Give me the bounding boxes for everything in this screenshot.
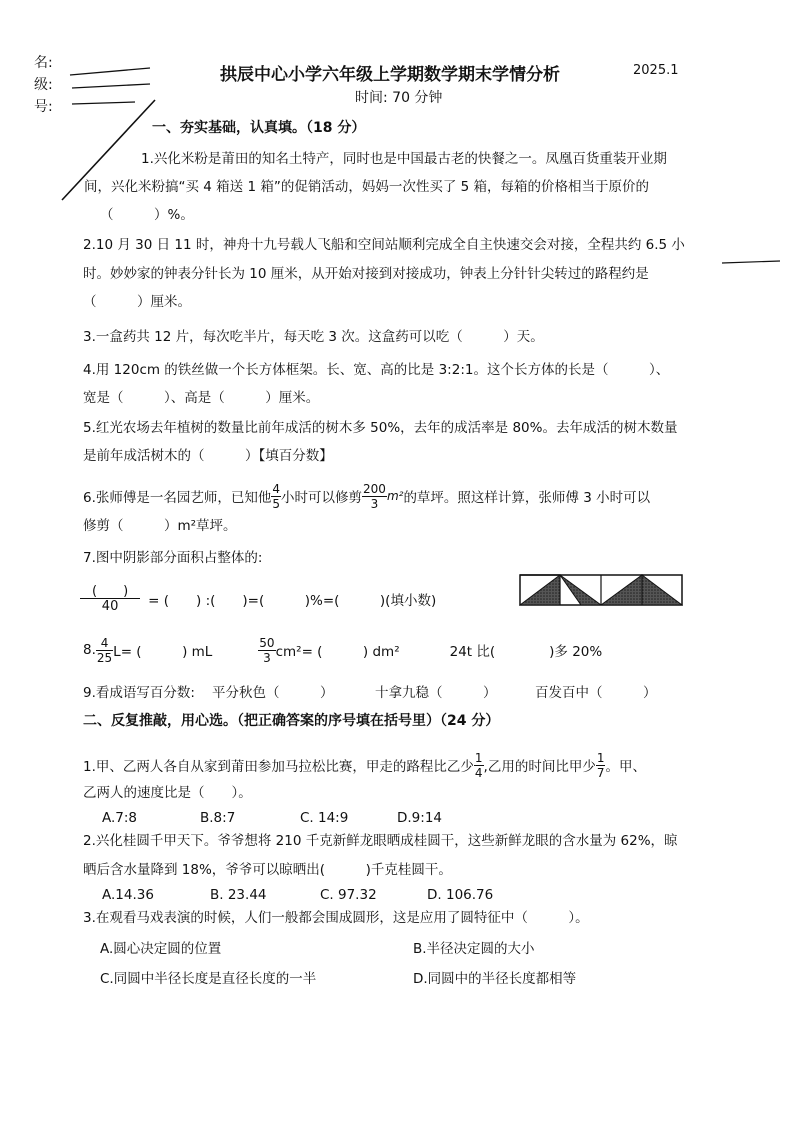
q6-pre: 6.张师傅是一名园艺师，已知他 [83, 490, 272, 506]
name-label: 名: [34, 55, 53, 71]
s2-q2-option-b: B. 23.44 [210, 887, 267, 903]
section1-heading: 一、夯实基础，认真填。（18 分） [152, 120, 366, 136]
s2-q1-fraction-a: $\frac{1}{4}$ [474, 750, 483, 780]
s2-q2-option-d: D. 106.76 [427, 887, 494, 903]
q9-item-3: 百发百中（ ） [535, 685, 657, 701]
q6-fraction-area: $\frac{200}{3}$ [363, 481, 386, 511]
s2-q1-option-d: D.9:14 [397, 810, 443, 826]
q8-line [83, 632, 602, 668]
q2-line1: 2.10 月 30 日 11 时，神舟十九号载人飞船和空间站顺利完成全自主快速交会对接，全程共约 6.5 小 [83, 237, 685, 253]
exam-time: 时间: 70 分钟 [355, 90, 443, 106]
s2-q1-pre: 1.甲、乙两人各自从家到莆田参加马拉松比赛，甲走的路程比乙少 [83, 759, 474, 775]
q4-line2: 宽是（ ）、高是（ ）厘米。 [83, 390, 320, 406]
class-label: 级: [34, 77, 53, 93]
q4-line1: 4.用 120cm 的铁丝做一个长方体框架。长、宽、高的比是 3:2:1。这个长方体的长是（ ）、 [83, 362, 670, 378]
s2-q1-option-a: A.7:8 [102, 810, 138, 826]
q3-text: 3.一盒药共 12 片，每次吃半片，每天吃 3 次。这盒药可以吃（ ）天。 [83, 329, 544, 345]
q6-line2: 修剪（ ）m²草坪。 [83, 518, 237, 534]
q7-fraction: $\frac{( )}{40}$ [80, 585, 140, 613]
q7-shaded-figure [519, 574, 683, 606]
q9-label: 9.看成语写百分数: [83, 685, 195, 701]
q7-answer-line [80, 585, 436, 613]
q8-prefix: 8. [83, 642, 96, 658]
number-label: 号: [34, 99, 53, 115]
s2-q1-option-b: B.8:7 [200, 810, 236, 826]
q1-line3: （ ）%。 [100, 207, 194, 223]
s2-q1-option-c: C. 14:9 [300, 810, 349, 826]
q2-line2: 时。妙妙家的钟表分针长为 10 厘米，从开始对接到对接成功，钟表上分针针尖转过的路程约是 [83, 266, 649, 282]
q7-ratio-percent-decimal: = ( ) :( )=( )%=( )(填小数) [148, 593, 437, 609]
q8-fraction-b: $\frac{50}{3}$ [259, 635, 275, 665]
q6-fraction-hours: $\frac{4}{5}$ [272, 481, 281, 511]
s2-q3-line1: 3.在观看马戏表演的时候，人们一般都会围成圆形，这是应用了圆特征中（ ）。 [83, 910, 589, 926]
s2-q1-post: 。甲、 [605, 759, 646, 775]
q8-part-c: 24t 比( )多 20% [449, 644, 603, 660]
q9-item-1: 平分秋色（ ） [212, 685, 334, 701]
q6-line1 [83, 478, 650, 514]
q9-item-2: 十拿九稳（ ） [375, 685, 497, 701]
q5-line2: 是前年成活树木的（ ）【填百分数】 [83, 448, 333, 464]
s2-q3-option-c: C.同圆中半径长度是直径长度的一半 [100, 971, 317, 987]
s2-q2-line1: 2.兴化桂圆千甲天下。爷爷想将 210 千克新鲜龙眼晒成桂圆干，这些新鲜龙眼的含水量为 62%，晾 [83, 833, 678, 849]
q6-post: 的草坪。照这样计算，张师傅 3 小时可以 [403, 490, 651, 506]
q5-line1: 5.红光农场去年植树的数量比前年成活的树木多 50%，去年的成活率是 80%。去年成活的树木数量 [83, 420, 678, 436]
q6-unit: m² [386, 489, 404, 503]
q7-line1: 7.图中阴影部分面积占整体的: [83, 550, 263, 566]
s2-q2-line2: 晒后含水量降到 18%，爷爷可以晾晒出( )千克桂圆干。 [83, 862, 452, 878]
q8-part-a: L= ( ) mL [113, 644, 213, 660]
s2-q3-option-a: A.圆心决定圆的位置 [100, 941, 222, 957]
s2-q1-fraction-b: $\frac{1}{7}$ [596, 750, 605, 780]
s2-q2-option-a: A.14.36 [102, 887, 154, 903]
s2-q1-line1 [83, 745, 646, 785]
s2-q3-option-b: B.半径决定圆的大小 [413, 941, 535, 957]
q8-fraction-a: $\frac{4}{25}$ [96, 635, 113, 665]
s2-q1-mid: ,乙用的时间比甲少 [483, 759, 596, 775]
q2-line3: （ ）厘米。 [83, 294, 191, 310]
q6-mid: 小时可以修剪 [281, 490, 363, 506]
s2-q3-option-d: D.同圆中的半径长度都相等 [413, 971, 577, 987]
page-title: 拱辰中心小学六年级上学期数学期末学情分析 [220, 65, 560, 85]
section2-heading: 二、反复推敲，用心选。（把正确答案的序号填在括号里）（24 分） [83, 713, 500, 729]
q8-part-b: cm²= ( ) dm² [275, 644, 400, 660]
s2-q1-line2: 乙两人的速度比是（ ）。 [83, 785, 252, 801]
q1-line2: 间，兴化米粉搞“买 4 箱送 1 箱”的促销活动，妈妈一次性买了 5 箱，每箱的价格相当于原价的 [84, 179, 650, 195]
q1-line1: 1.兴化米粉是莆田的知名土特产，同时也是中国最古老的快餐之一。凤凰百货重装开业期 [141, 151, 667, 167]
s2-q2-option-c: C. 97.32 [320, 887, 377, 903]
student-info-labels [34, 52, 53, 118]
exam-date: 2025.1 [633, 63, 679, 78]
